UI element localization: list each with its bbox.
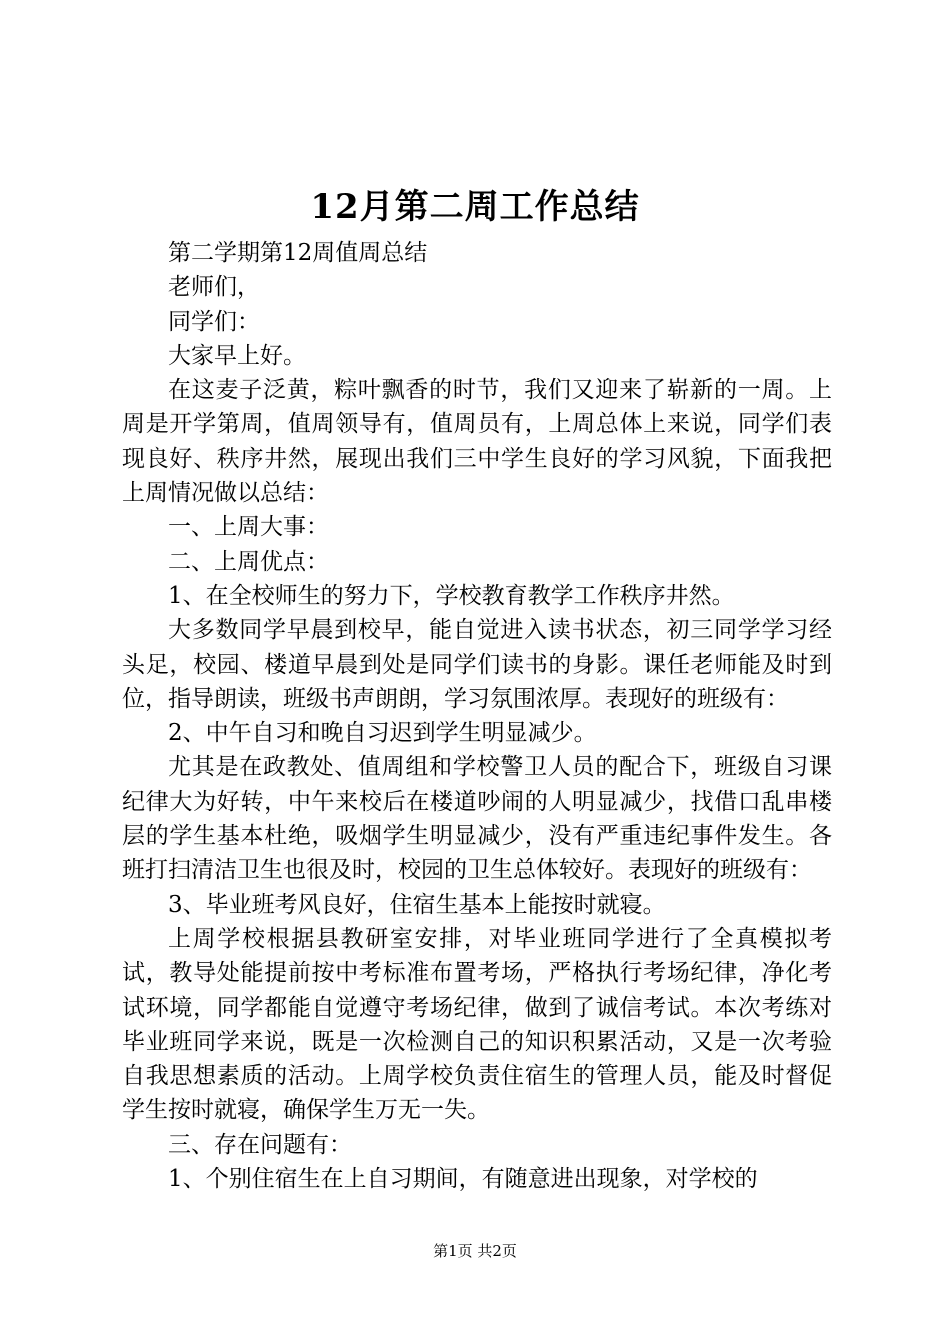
- item-heading-order: 1、在全校师生的努力下，学校教育教学工作秩序井然。: [168, 582, 735, 609]
- paragraph-intro: 在这麦子泛黄，粽叶飘香的时节，我们又迎来了崭新的一周。上周是开学第周，值周领导有，值周员有，上周总体上来说，同学们表现良好、秩序井然，展现出我们三中学生良好的学习风貌，下面我把上周情况做以总结：: [122, 377, 832, 507]
- section-heading-problems: 三、存在问题有：: [168, 1131, 352, 1158]
- document-body: [122, 236, 832, 1196]
- item-heading-exam: 3、毕业班考风良好，住宿生基本上能按时就寝。: [168, 891, 666, 918]
- paragraph-greeting-teachers: 老师们，: [168, 274, 260, 301]
- page-footer: 第1页 共2页: [433, 1242, 517, 1260]
- paragraph-morning-reading: 大多数同学早晨到校早，能自觉进入读书状态，初三同学学习经头足，校园、楼道早晨到处是同学们读书的身影。课任老师能及时到位，指导朗读，班级书声朗朗，学习氛围浓厚。表现好的班级有：: [122, 617, 832, 712]
- paragraph-mock-exam: 上周学校根据县教研室安排，对毕业班同学进行了全真模拟考试，教导处能提前按中考标准布置考场，严格执行考场纪律，净化考试环境，同学都能自觉遵守考场纪律，做到了诚信考试。本次考练对毕业班同学来说，既是一次检测自己的知识积累活动，又是一次考验自我思想素质的活动。上周学校负责住宿生的管理人员，能及时督促学生按时就寝，确保学生万无一失。: [122, 925, 832, 1124]
- section-heading-major-events: 一、上周大事：: [168, 514, 329, 541]
- paragraph-good-morning: 大家早上好。: [168, 342, 306, 369]
- paragraph-greeting-students: 同学们：: [168, 308, 260, 335]
- item-heading-lateness: 2、中午自习和晚自习迟到学生明显减少。: [168, 720, 597, 747]
- section-heading-strengths: 二、上周优点：: [168, 548, 329, 575]
- paragraph-problem-1: 1、个别住宿生在上自习期间，有随意进出现象，对学校的: [168, 1166, 758, 1193]
- paragraph-discipline: 尤其是在政教处、值周组和学校警卫人员的配合下，班级自习课纪律大为好转，中午来校后在楼道吵闹的人明显减少，找借口乱串楼层的学生基本杜绝，吸烟学生明显减少，没有严重违纪事件发生。各班打扫清洁卫生也很及时，校园的卫生总体较好。表现好的班级有：: [122, 754, 832, 884]
- document-title: 12月第二周工作总结: [310, 187, 640, 227]
- paragraph-subtitle: 第二学期第12周值周总结: [168, 240, 428, 266]
